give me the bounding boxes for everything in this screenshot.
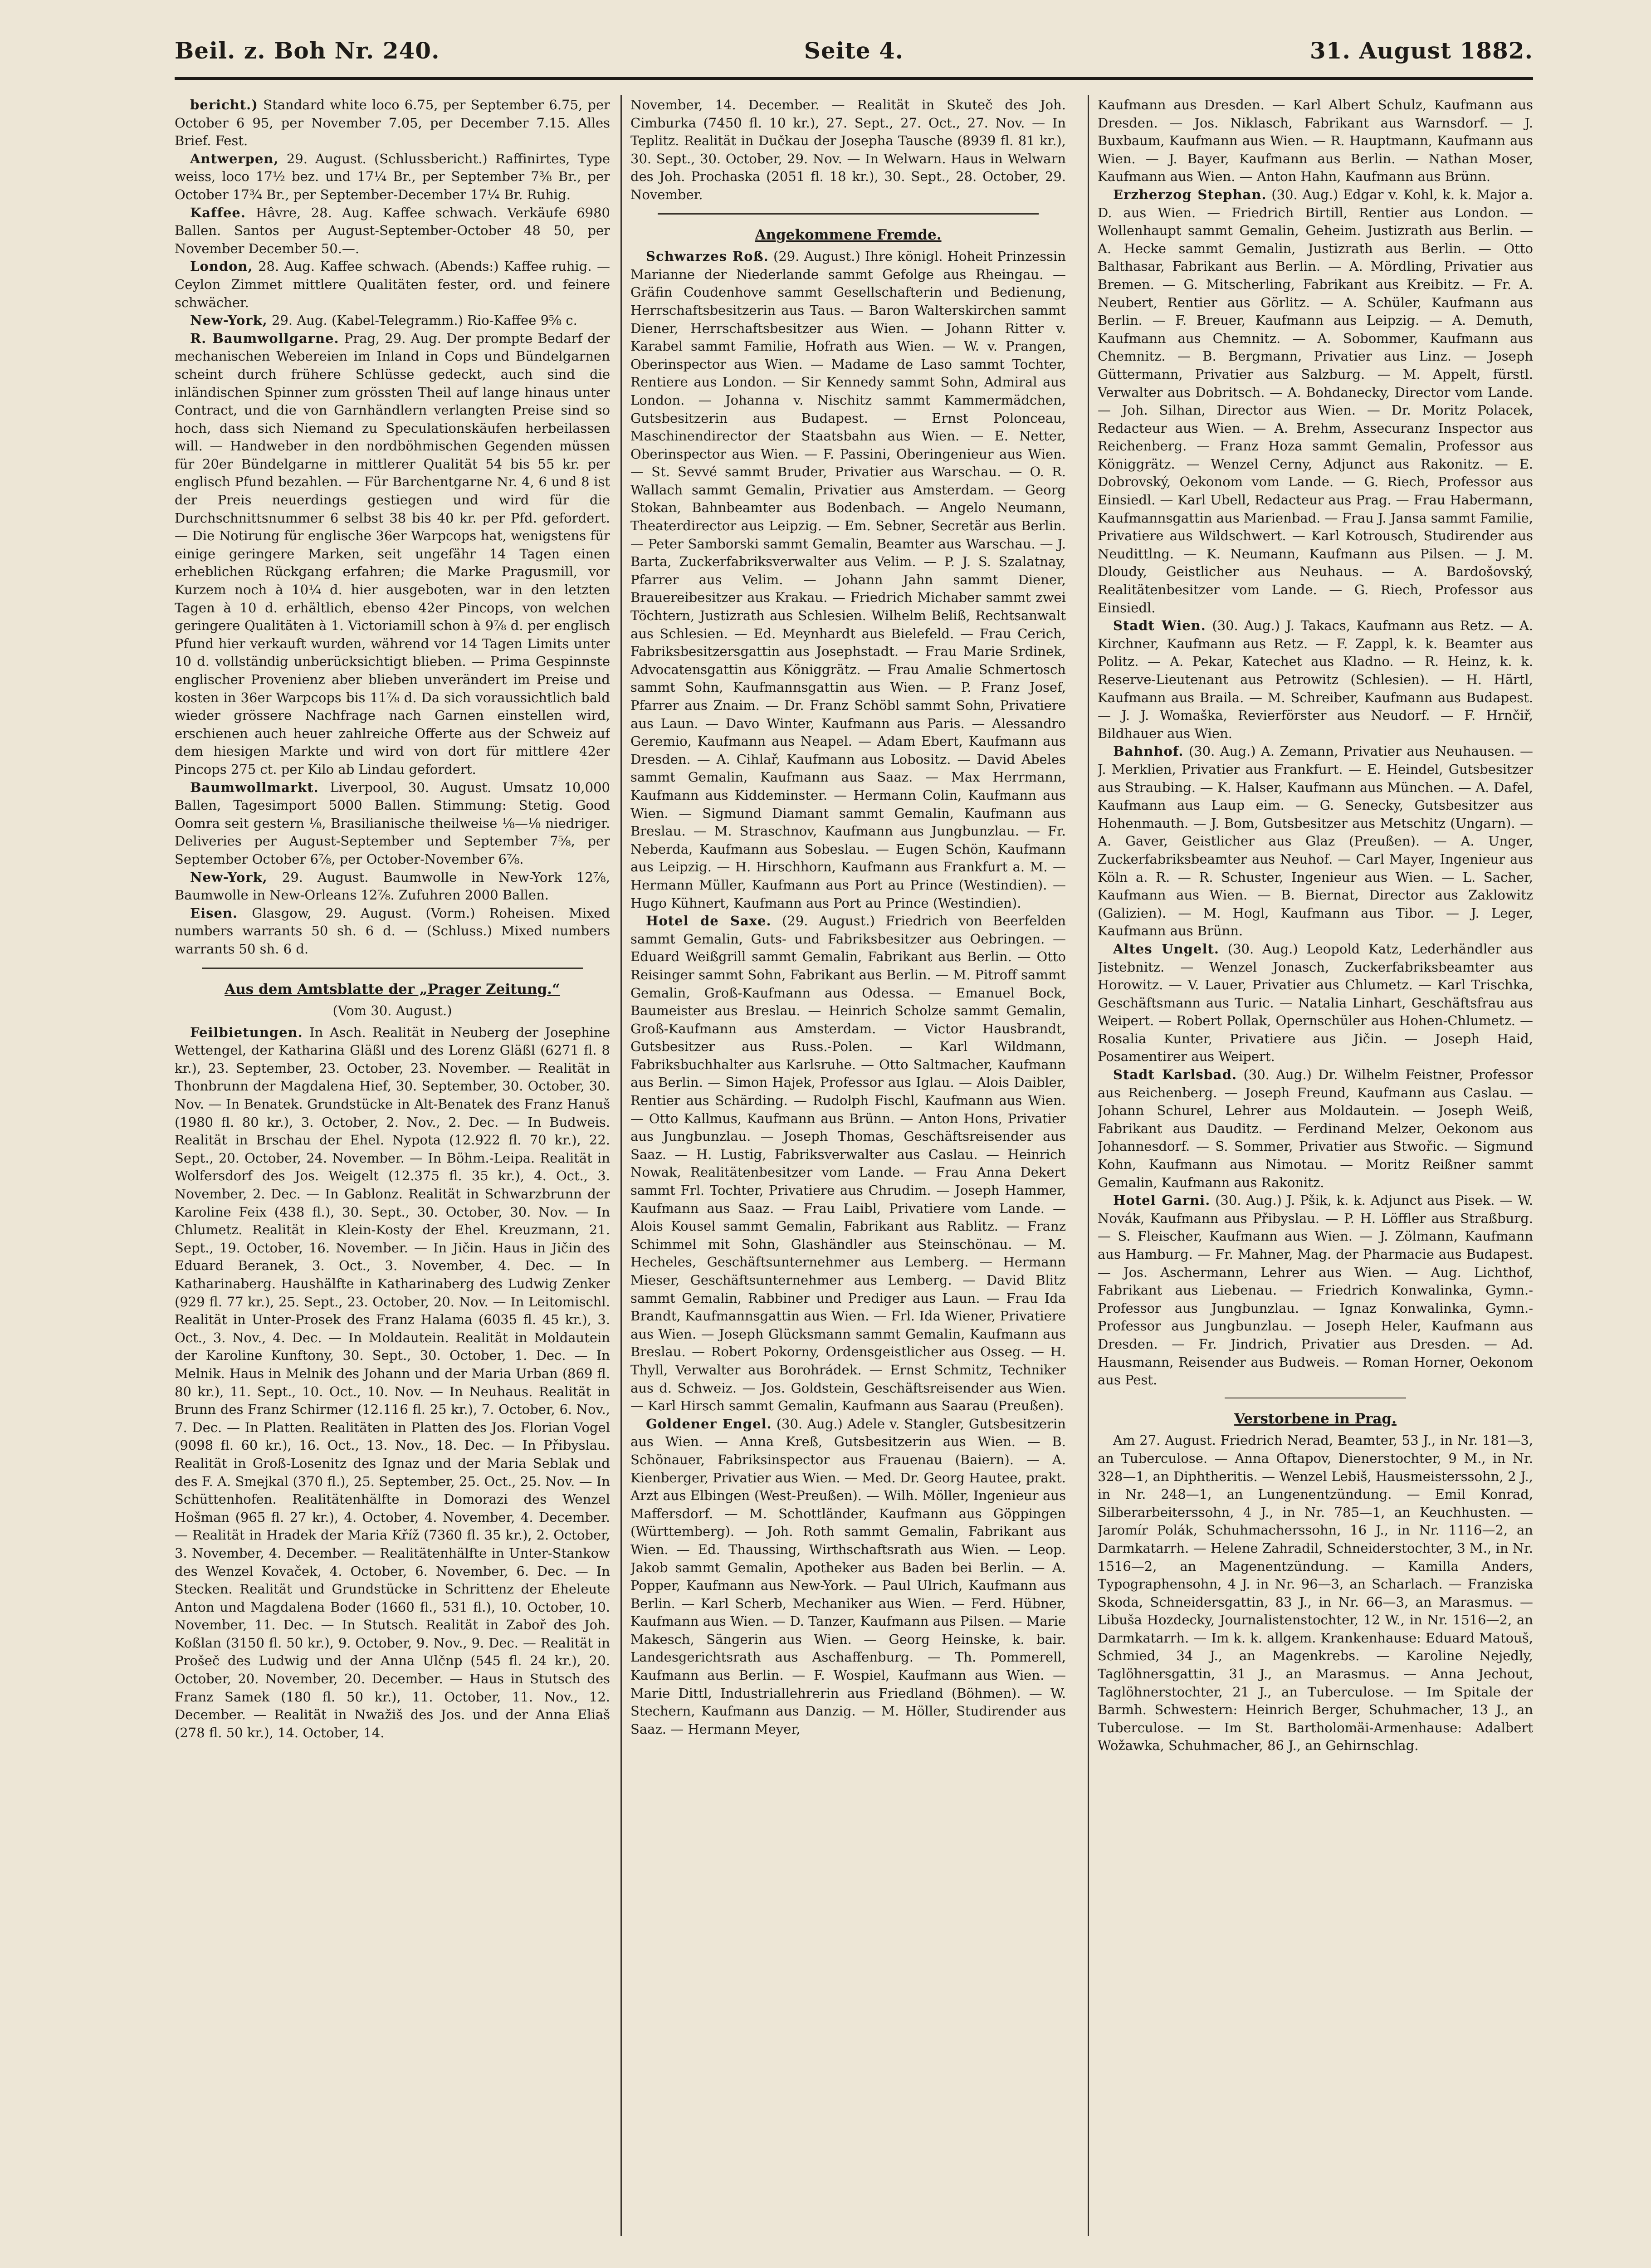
hotel-arrivals: Bahnhof. (30. Aug.) A. Zemann, Privatier aus Neuhausen. — J. Merklien, Privatier aus Frankfurt. — E. Heindel, Gutsbesitzer aus Straubing. — K. Halser, Kaufmann aus München. — A. Dafel, Kaufmann aus Laup eim. — G. Senecky, Gutsbesitzer aus Hohenmauth. — J. Bom, Gutsbesitzer aus Metschitz (Ungarn). — A. Gaver, Geistlicher aus Glaz (Preußen). — A. Unger, Zuckerfabriksbeamter aus Neuhof. — Carl Mayer, Ingenieur aus Köln a. R. — R. Schuster, Ingenieur aus Wien. — L. Sacher, Kaufmann aus Wien. — B. Biernat, Director aus Zaklowitz (Galizien). — M. Hogl, Kaufmann aus Tibor. — J. Leger, Kaufmann aus Brünn.: [1098, 743, 1533, 939]
issue-date: 31. August 1882.: [1309, 37, 1533, 64]
header-rule: [175, 77, 1533, 80]
section-subtitle: (Vom 30. August.): [332, 1003, 452, 1019]
hotel-arrivals: Stadt Karlsbad. (30. Aug.) Dr. Wilhelm Feistner, Professor aus Reichenberg. — Joseph Freund, Kaufmann aus Caslau. — Johann Schurel, Lehrer aus Moldautein. — Joseph Weiß, Fabrikant aus Dauditz. — Ferdinand Melzer, Oekonom aus Johannesdorf. — S. Sommer, Privatier aus Stwořic. — Sigmund Kohn, Kaufmann aus Nimotau. — Moritz Reißner sammt Gemalin, Kaufmann aus Rakonitz.: [1098, 1067, 1533, 1190]
hotel-arrivals: Goldener Engel. (30. Aug.) Adele v. Stangler, Gutsbesitzerin aus Wien. — Anna Kreß, Gutsbesitzerin aus Wien. — B. Schönauer, Fabriksinspector aus Frauenau (Baiern). — A. Kienberger, Privatier aus Wien. — Med. Dr. Georg Hautee, prakt. Arzt aus Elbingen (West-Preußen). — Wilh. Möller, Ingenieur aus Maffersdorf. — M. Schottländer, Kaufmann aus Göppingen (Württemberg). — Joh. Roth sammt Gemalin, Fabrikant aus Wien. — Ed. Thaussing, Wirthschaftsrath aus Wien. — Leop. Jakob sammt Gemalin, Apotheker aus Baden bei Berlin. — A. Popper, Kaufmann aus New-York. — Paul Ulrich, Kaufmann aus Berlin. — Karl Scherb, Mechaniker aus Wien. — Ferd. Hübner, Kaufmann aus Wien. — D. Tanzer, Kaufmann aus Pilsen. — Marie Makesch, Sängerin aus Wien. — Georg Heinske, k. bair. Landesgerichtsrath aus Aschaffenburg. — Th. Pommerell, Kaufmann aus Berlin. — F. Wospiel, Kaufmann aus Wien. — Marie Dittl, Industriallehrerin aus Friedland (Böhmen). — W. Stechern, Kaufmann aus Danzig. — M. Höller, Studirender aus Saaz. — Hermann Meyer,: [630, 1416, 1066, 1737]
section-divider: [202, 968, 583, 969]
market-report: Antwerpen, 29. August. (Schlussbericht.) Raffinirtes, Type weiss, loco 17½ bez. und 17¼ Br., per September 7⅜ Br., per October 17¾ Br., per September-December 17¼ Br. Ruhig.: [175, 151, 610, 202]
market-report: bericht.) Standard white loco 6.75, per September 6.75, per October 6 95, per November 7.05, per December 7.15. Alles Brief. Fest.: [175, 97, 610, 149]
column-3: [1098, 96, 1533, 2233]
auction-continuation: November, 14. December. — Realität in Skuteč des Joh. Cimburka (7450 fl. 10 kr.), 27. Sept., 27. Oct., 27. Nov. — In Teplitz. Realität in Dučkau der Josepha Tausche (8939 fl. 81 kr.), 30. Sept., 30. October, 29. Nov. — In Welwarn. Haus in Welwarn des Joh. Prochaska (2051 fl. 18 kr.), 30. Sept., 28. October, 29. November.: [630, 97, 1066, 202]
page-number: Seite 4.: [804, 37, 904, 64]
column-1: [175, 96, 610, 2233]
market-report: R. Baumwollgarne. Prag, 29. Aug. Der prompte Bedarf der mechanischen Webereien im Inland in Cops und Bündelgarnen scheint durch frühere Schlüsse gedeckt, auch sind die inländischen Spinner zum grössten Theil auf lange hinaus unter Contract, und die von Garnhändlern verlangten Preise sind so hoch, dass sich Niemand zu Speculationskäufen herbeilassen will. — Handweber in den nordböhmischen Gegenden müssen für 20er Bündelgarne in mittlerer Qualität 54 bis 55 kr. per englisch Pfund bezahlen. — Für Barchentgarne Nr. 4, 6 und 8 ist der Preis neuerdings gestiegen und wird für die Durchschnittsnummer 6 selbst 38 bis 40 kr. per Pfd. gefordert. — Die Notirung für englische 36er Warpcops hat, wenigstens für einige geringere Marken, seit ungefähr 14 Tagen einen erheblichen Rückgang erfahren; die Marke Pragusmill, vor Kurzem noch à 10¼ d. hier ausgeboten, war in den letzten Tagen à 10 d. erhältlich, ebenso 42er Pincops, von welchen geringere Qualitäten à 1. Victoriamill schon à 9⅞ d. per englisch Pfund hier verkauft wurden, während vor 14 Tagen Limits unter 10 d. vollständig unberücksichtigt blieben. — Prima Gespinnste englischer Provenienz aber blieben unverändert im Preise und kosten in 36er Warpcops bis 11⅞ d. Da sich voraussichtlich bald wieder grössere Nachfrage nach Garnen einstellen wird, erschienen auch heuer zahlreiche Offerte aus der Schweiz auf dem hiesigen Markte und wird von dort für mittlere 42er Pincops 275 ct. per Kilo ab Lindau gefordert.: [175, 330, 610, 777]
auction-listings: Feilbietungen. In Asch. Realität in Neuberg der Josephine Wettengel, der Katharina Gläßl und des Lorenz Gläßl (6271 fl. 8 kr.), 23. September, 23. October, 23. November. — Realität in Thonbrunn der Magdalena Hief, 30. September, 30. October, 30. Nov. — In Benatek. Grundstücke in Alt-Benatek des Franz Hanuš (1980 fl. 80 kr.), 3. October, 2. Nov., 2. Dec. — In Budweis. Realität in Brschau der Ehel. Nypota (12.922 fl. 70 kr.), 22. Sept., 20. October, 24. November. — In Böhm.-Leipa. Realität in Wolfersdorf des Jos. Weigelt (12.375 fl. 35 kr.), 4. Oct., 3. November, 2. Dec. — In Gablonz. Realität in Schwarzbrunn der Karoline Feix (438 fl.), 30. Sept., 30. October, 30. Nov. — In Chlumetz. Realität in Klein-Kosty der Ehel. Kreuzmann, 21. Sept., 19. October, 16. November. — In Jičin. Haus in Jičin des Eduard Beranek, 3. Oct., 3. November, 4. Dec. — In Katharinaberg. Haushälfte in Katharinaberg des Ludwig Zenker (929 fl. 77 kr.), 25. Sept., 23. October, 20. Nov. — In Leitomischl. Realität in Unter-Prosek des Franz Halama (6035 fl. 45 kr.), 3. Oct., 3. Nov., 4. Dec. — In Moldautein. Realität in Moldautein der Karoline Kunftony, 30. Sept., 30. October, 1. Dec. — In Melnik. Haus in Melnik des Johann und der Maria Urban (869 fl. 80 kr.), 11. Sept., 10. Oct., 10. Nov. — In Neuhaus. Realität in Brunn des Franz Schirmer (12.116 fl. 25 kr.), 7. October, 6. Nov., 7. Dec. — In Platten. Realitäten in Platten des Jos. Florian Vogel (9098 fl. 60 kr.), 16. Oct., 13. Nov., 18. Dec. — In Přibyslau. Realität in Groß-Losenitz des Ignaz und der Maria Seblak und des F. A. Smejkal (370 fl.), 25. September, 25. Oct., 25. Nov. — In Schüttenhofen. Realitätenhälfte in Domorazi des Wenzel Hošman (965 fl. 27 kr.), 4. October, 4. November, 4. December. — Realität in Hradek der Maria Kříž (7360 fl. 35 kr.), 2. October, 3. November, 4. December. — Realitätenhälfte in Unter-Stankow des Wenzel Kovaček, 4. October, 6. November, 6. Dec. — In Stecken. Realität und Grundstücke in Schrittenz der Eheleute Anton und Magdalena Boder (1660 fl., 531 fl.), 10. October, 10. November, 11. Dec. — In Stutsch. Realität in Zaboř des Joh. Koßlan (3150 fl. 50 kr.), 9. October, 9. Nov., 9. Dec. — Realität in Prošeč des Ludwig und der Anna Ulčnp (545 fl. 24 kr.), 20. October, 20. November, 20. December. — Haus in Stutsch des Franz Samek (180 fl. 50 kr.), 11. October, 11. Nov., 12. December. — Realität in Nwažiš des Jos. und der Anna Eliaš (278 fl. 50 kr.), 14. October, 14.: [175, 1024, 610, 1740]
section-title: Verstorbene in Prag.: [1234, 1410, 1397, 1427]
column-2: [630, 96, 1066, 2233]
hotel-arrivals-continuation: Kaufmann aus Dresden. — Karl Albert Schulz, Kaufmann aus Dresden. — Jos. Niklasch, Fabrikant aus Warnsdorf. — J. Buxbaum, Kaufmann aus Wien. — R. Hauptmann, Kaufmann aus Wien. — J. Bayer, Kaufmann aus Berlin. — Nathan Moser, Kaufmann aus Wien. — Anton Hahn, Kaufmann aus Brünn.: [1098, 97, 1533, 185]
hotel-arrivals: Hotel de Saxe. (29. August.) Friedrich von Beerfelden sammt Gemalin, Guts- und Fabriksbesitzer aus Oebringen. — Eduard Weißgrill sammt Gemalin, Fabrikant aus Berlin. — Otto Reisinger sammt Sohn, Fabrikant aus Berlin. — M. Pitroff sammt Gemalin, Groß-Kaufmann aus Odessa. — Emanuel Bock, Baumeister aus Breslau. — Heinrich Scholze sammt Gemalin, Groß-Kaufmann aus Amsterdam. — Victor Hausbrandt, Gutsbesitzer aus Russ.-Polen. — Karl Wildmann, Fabriksbuchhalter aus Karlsruhe. — Otto Saltmacher, Kaufmann aus Berlin. — Simon Hajek, Professor aus Iglau. — Alois Daibler, Rentier aus Schärding. — Rudolph Fischl, Kaufmann aus Wien. — Otto Kallmus, Kaufmann aus Brünn. — Anton Hons, Privatier aus Jungbunzlau. — Joseph Thomas, Geschäftsreisender aus Saaz. — H. Lustig, Fabriksverwalter aus Caslau. — Heinrich Nowak, Realitätenbesitzer vom Lande. — Frau Anna Dekert sammt Frl. Tochter, Privatiere aus Chrudim. — Joseph Hammer, Kaufmann aus Saaz. — Frau Laibl, Privatiere vom Lande. — Alois Kousel sammt Gemalin, Fabrikant aus Rablitz. — Franz Schimmel mit Sohn, Glashändler aus Steinschönau. — M. Hecheles, Geschäftsunternehmer aus Lemberg. — Hermann Mieser, Geschäftsunternehmer aus Lemberg. — David Blitz sammt Gemalin, Rabbiner und Prediger aus Laun. — Frau Ida Brandt, Kaufmannsgattin aus Wien. — Frl. Ida Wiener, Privatiere aus Wien. — Joseph Glücksmann sammt Gemalin, Kaufmann aus Breslau. — Robert Pokorny, Ordensgeistlicher aus Osseg. — H. Thyll, Verwalter aus Borohrádek. — Ernst Schmitz, Techniker aus d. Schweiz. — Jos. Goldstein, Geschäftsreisender aus Wien. — Karl Hirsch sammt Gemalin, Kaufmann aus Saarau (Preußen).: [630, 913, 1066, 1414]
market-report: New-York, 29. August. Baumwolle in New-York 12⅞, Baumwolle in New-Orleans 12⅞. Zufuhren 2000 Ballen.: [175, 869, 610, 903]
market-report: London, 28. Aug. Kaffee schwach. (Abends:) Kaffee ruhig. — Ceylon Zimmet mittlere Qualitäten fester, ord. und feinere schwächer.: [175, 259, 610, 310]
market-report: New-York, 29. Aug. (Kabel-Telegramm.) Rio-Kaffee 9⅝ c.: [190, 313, 577, 328]
issue-label: Beil. z. Boh Nr. 240.: [175, 37, 440, 64]
death-notices: Am 27. August. Friedrich Nerad, Beamter, 53 J., in Nr. 181—3, an Tuberculose. — Anna Oftapov, Dienerstochter, 9 M., in Nr. 328—1, an Diphtheritis. — Wenzel Lebiš, Hausmeisterssohn, 2 J., in Nr. 248—1, an Lungenentzündung. — Emil Konrad, Silberarbeiterssohn, 4 J., in Nr. 785—1, an Keuchhusten. — Jaromír Polák, Schuhmacherssohn, 16 J., in Nr. 1116—2, an Darmkatarrh. — Helene Zahradil, Schneiderstochter, 3 M., in Nr. 1516—2, an Magenentzündung. — Kamilla Anders, Typographensohn, 4 J. in Nr. 96—3, an Scharlach. — Franziska Skoda, Schneidersgattin, 83 J., in Nr. 66—3, an Marasmus. — Libuša Hozdecky, Journalistenstochter, 12 W., in Nr. 1516—2, an Darmkatarrh. — Im k. k. allgem. Krankenhause: Eduard Matouš, Schmied, 34 J., an Magenkrebs. — Karoline Nejedly, Taglöhnersgattin, 31 J., an Marasmus. — Anna Jechout, Taglöhnerstochter, 21 J., an Tuberculose. — Im Spitale der Barmh. Schwestern: Heinrich Berger, Schuhmacher, 13 J., an Tuberculose. — Im St. Bartholomäi-Armenhause: Adalbert Wožawka, Schuhmacher, 86 J., an Gehirnschlag.: [1098, 1432, 1533, 1754]
hotel-arrivals: Schwarzes Roß. (29. August.) Ihre königl. Hoheit Prinzessin Marianne der Niederlande sammt Gefolge aus Rheingau. — Gräfin Coudenhove sammt Gesellschafterin und Bedienung, Herrschaftsbesitzerin aus Taus. — Baron Walterskirchen sammt Diener, Herrschaftsbesitzer aus Wien. — Johann Ritter v. Karabel sammt Familie, Hofrath aus Wien. — W. v. Prangen, Oberinspector aus Wien. — Madame de Laso sammt Tochter, Rentiere aus London. — Sir Kennedy sammt Sohn, Admiral aus London. — Johanna v. Nischitz sammt Kammermädchen, Gutsbesitzerin aus Budapest. — Ernst Polonceau, Maschinendirector der Staatsbahn aus Wien. — E. Netter, Oberinspector aus Wien. — F. Passini, Oberingenieur aus Wien. — St. Sevvé sammt Bruder, Privatier aus Warschau. — O. R. Wallach sammt Gemalin, Privatier aus Amsterdam. — Georg Stokan, Bahnbeamter aus Bodenbach. — Angelo Neumann, Theaterdirector aus Leipzig. — Em. Sebner, Secretär aus Berlin. — Peter Samborski sammt Gemalin, Beamter aus Warschau. — J. Barta, Zuckerfabriksverwalter aus Velim. — P. J. S. Szalatnay, Pfarrer aus Velim. — Johann Jahn sammt Diener, Brauereibesitzer aus Krakau. — Friedrich Michaber sammt zwei Töchtern, Justizrath aus Schlesien. Wilhelm Beliß, Rechtsanwalt aus Schlesien. — Ed. Meynhardt aus Bielefeld. — Frau Cerich, Fabriksbesitzersgattin aus Josephstadt. — Frau Marie Srdinek, Advocatensgattin aus Königgrätz. — Frau Amalie Schmertosch sammt Sohn, Kaufmannsgattin aus Wien. — P. Franz Josef, Pfarrer aus Znaim. — Dr. Franz Schöbl sammt Sohn, Privatiere aus Laun. — Davo Winter, Kaufmann aus Paris. — Alessandro Geremio, Kaufmann aus Neapel. — Adam Ebert, Kaufmann aus Dresden. — A. Cihlař, Kaufmann aus Lobositz. — David Abeles sammt Gemalin, Kaufmann aus Saaz. — Max Herrmann, Kaufmann aus Kiddeminster. — Hermann Colin, Kaufmann aus Wien. — Sigmund Diamant sammt Gemalin, Kaufmann aus Breslau. — M. Straschnov, Kaufmann aus Jungbunzlau. — Fr. Neberda, Kaufmann aus Sobeslau. — Eugen Schön, Kaufmann aus Leipzig. — H. Hirschhorn, Kaufmann aus Frankfurt a. M. — Hermann Müller, Kaufmann aus Port au Prince (Westindien). — Hugo Kühnert, Kaufmann aus Port au Prince (Westindien).: [630, 249, 1066, 911]
hotel-arrivals: Stadt Wien. (30. Aug.) J. Takacs, Kaufmann aus Retz. — A. Kirchner, Kaufmann aus Retz. — F. Zappl, k. k. Beamter aus Politz. — A. Pekar, Katechet aus Kladno. — R. Heinz, k. k. Reserve-Lieutenant aus Petrowitz (Schlesien). — H. Härtl, Kaufmann aus Braila. — M. Schreiber, Kaufmann aus Budapest. — J. J. Womaška, Revierförster aus Neudorf. — F. Hrnčiř, Bildhauer aus Wien.: [1098, 618, 1533, 741]
hotel-arrivals: Altes Ungelt. (30. Aug.) Leopold Katz, Lederhändler aus Jistebnitz. — Wenzel Jonasch, Zuckerfabriksbeamter aus Horowitz. — V. Lauer, Privatier aus Chlumetz. — Karl Trischka, Geschäftsmann aus Turic. — Natalia Linhart, Geschäftsfrau aus Weipert. — Robert Pollak, Opernschüler aus Hohen-Chlumetz. — Rosalia Kunter, Privatiere aus Jičin. — Joseph Haid, Posamentirer aus Weipert.: [1098, 941, 1533, 1065]
section-title: Aus dem Amtsblatte der „Prager Zeitung.“: [225, 981, 560, 997]
column-rule: [620, 95, 622, 2236]
page-header: [175, 37, 1533, 73]
hotel-arrivals: Erzherzog Stephan. (30. Aug.) Edgar v. Kohl, k. k. Major a. D. aus Wien. — Friedrich Birtill, Rentier aus London. — Wollenhaupt sammt Gemalin, Geheim. Justizrath aus Berlin. — A. Hecke sammt Gemalin, Justizrath aus Berlin. — Otto Balthasar, Fabrikant aus Berlin. — A. Mördling, Privatier aus Bremen. — G. Mitscherling, Fabrikant aus Kreibitz. — Fr. A. Neubert, Rentier aus Görlitz. — A. Schüler, Kaufmann aus Berlin. — F. Breuer, Kaufmann aus Leipzig. — A. Demuth, Kaufmann aus Chemnitz. — A. Sobommer, Kaufmann aus Chemnitz. — B. Bergmann, Privatier aus Linz. — Joseph Güttermann, Privatier aus Salzburg. — M. Appelt, fürstl. Verwalter aus Dobritsch. — A. Bohdanecky, Director vom Lande. — Joh. Silhan, Director aus Wien. — Dr. Moritz Polacek, Redacteur aus Wien. — A. Brehm, Assecuranz Inspector aus Reichenberg. — Franz Hoza sammt Gemalin, Professor aus Königgrätz. — Wenzel Cerny, Adjunct aus Rakonitz. — E. Dobrovský, Oekonom vom Lande. — G. Riech, Professor aus Einsiedl. — Karl Ubell, Redacteur aus Prag. — Frau Habermann, Kaufmannsgattin aus Marienbad. — Frau J. Jansa sammt Familie, Privatiere aus Wildschwert. — Karl Kotrousch, Studirender aus Neudittlng. — K. Neumann, Kaufmann aus Pilsen. — J. M. Dloudy, Geistlicher aus Neuhaus. — A. Bardošovský, Realitätenbesitzer vom Lande. — G. Riech, Professor aus Einsiedl.: [1098, 186, 1533, 616]
market-report: Kaffee. Hâvre, 28. Aug. Kaffee schwach. Verkäufe 6980 Ballen. Santos per August-September-October 48 50, per November December 50.—.: [175, 205, 610, 256]
hotel-arrivals: Hotel Garni. (30. Aug.) J. Pšik, k. k. Adjunct aus Pisek. — W. Novák, Kaufmann aus Přibyslau. — P. H. Löffler aus Straßburg. — S. Fleischer, Kaufmann aus Wien. — J. Zölmann, Kaufmann aus Hamburg. — Fr. Mahner, Mag. der Pharmacie aus Budapest. — Jos. Aschermann, Lehrer aus Wien. — Aug. Lichthof, Fabrikant aus Liebenau. — Friedrich Konwalinka, Gymn.-Professor aus Jungbunzlau. — Ignaz Konwalinka, Gymn.-Professor aus Jungbunzlau. — Joseph Heler, Kaufmann aus Dresden. — Fr. Jindrich, Privatier aus Dresden. — Ad. Hausmann, Reisender aus Budweis. — Roman Horner, Oekonom aus Pest.: [1098, 1193, 1533, 1388]
market-report: Eisen. Glasgow, 29. August. (Vorm.) Roheisen. Mixed numbers warrants 50 sh. 6 d. — (Schluss.) Mixed numbers warrants 50 sh. 6 d.: [175, 905, 610, 957]
section-divider: [658, 213, 1039, 215]
section-title: Angekommene Fremde.: [755, 226, 942, 243]
market-report: Baumwollmarkt. Liverpool, 30. August. Umsatz 10,000 Ballen, Tagesimport 5000 Ballen. Stimmung: Stetig. Good Oomra seit gestern ⅛, Brasilianische theilweise ⅛—⅛ niedriger. Deliveries per August-September und September 7⅝, per September October 6⅞, per October-November 6⅞.: [175, 779, 610, 867]
column-rule: [1088, 95, 1089, 2236]
